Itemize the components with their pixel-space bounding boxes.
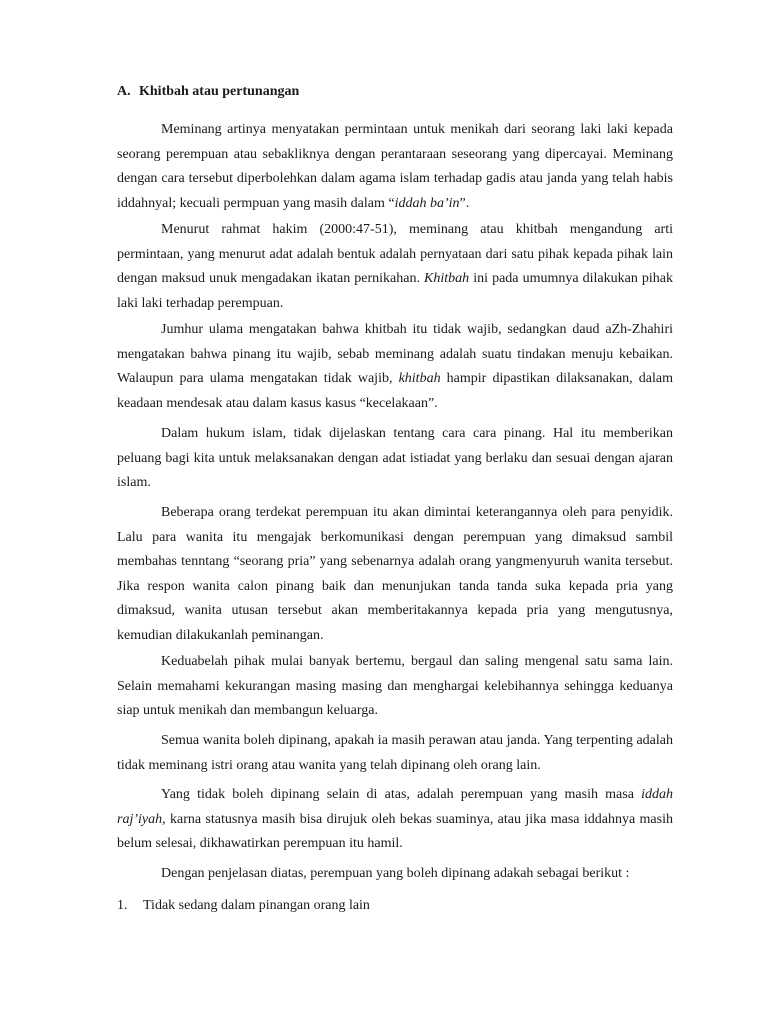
paragraph-7 — [117, 729, 673, 778]
heading-title: Khitbah atau pertunangan — [139, 84, 300, 99]
paragraph-text: ini pada umumnya dilakukan pihak laki laki terhadap perempuan. — [117, 271, 674, 311]
list-item — [117, 898, 370, 914]
paragraph-italic-term: iddah raj’iyah, — [117, 787, 673, 827]
paragraph-text: hampir dipastikan dilaksanakan, dalam keadaan mendesak atau dalam kasus kasus “kecelakaan”. — [117, 371, 673, 411]
paragraph-text: Meminang artinya menyatakan permintaan untuk menikah dari seorang laki laki kepada seorang perempuan atau sebakliknya dengan perantaraan seseorang yang dipercayai. Meminang dengan cara tersebut diperbolehkan dalam agama islam terhadap gadis atau janda yang telah habis iddahnyal; kecuali permpuan yang masih dalam “ — [117, 122, 673, 211]
paragraph-text: Yang tidak boleh dipinang selain di atas, adalah perempuan yang masih masa — [161, 787, 642, 802]
list-text: Tidak sedang dalam pinangan orang lain — [143, 898, 370, 913]
heading-number: A. — [117, 84, 131, 99]
paragraph-5 — [117, 501, 673, 648]
paragraph-text: Beberapa orang terdekat perempuan itu akan dimintai keterangannya oleh para penyidik. Lalu para wanita itu mengajak berkomunikasi dengan perempuan yang dimaksud sambil membahas tenntang “seorang pria” yang sebenarnya adalah orang yangmenyuruh wanita tersebut. Jika respon wanita calon pinang baik dan menunjukan tanda tanda suka kepada pria yang dimaksud, wanita utusan tersebut akan memberitakannya kepada pria yang mengutusnya, kemudian dilakukanlah peminangan. — [117, 505, 673, 643]
paragraph-text: Jumhur ulama mengatakan bahwa khitbah itu tidak wajib, sedangkan daud aZh-Zhahiri mengatakan bahwa pinang itu wajib, sebab meminang adalah suatu tindakan menuju kebaikan. Walaupun para ulama mengatakan tidak wajib, — [117, 322, 673, 386]
paragraph-italic-term: Khitbah — [424, 271, 470, 286]
paragraph-text: Dalam hukum islam, tidak dijelaskan tentang cara cara pinang. Hal itu memberikan peluang bagi kita untuk melaksanakan dengan adat istiadat yang berlaku dan sesuai dengan ajaran islam. — [117, 426, 673, 490]
paragraph-italic-term: iddah ba’in — [394, 195, 460, 211]
paragraph-italic-term: khitbah — [398, 371, 441, 386]
paragraph-text: Keduabelah pihak mulai banyak bertemu, bergaul dan saling mengenal satu sama lain. Selain memahami kekurangan masing masing dan menghargai kelebihannya sehingga keduanya siap untuk menikah dan membangun keluarga. — [117, 654, 673, 718]
paragraph-8 — [117, 783, 673, 857]
section-heading — [117, 84, 299, 100]
paragraph-text: karna statusnya masih bisa dirujuk oleh bekas suaminya, atau jika masa iddahnya masih belum selesai, dikhawatirkan perempuan itu hamil. — [117, 811, 673, 851]
paragraph-text: Semua wanita boleh dipinang, apakah ia masih perawan atau janda. Yang terpenting adalah tidak meminang istri orang atau wanita yang telah dipinang oleh orang lain. — [117, 733, 673, 773]
paragraph-text: Dengan penjelasan diatas, perempuan yang boleh dipinang adakah sebagai berikut : — [161, 866, 630, 881]
paragraph-4 — [117, 422, 673, 496]
paragraph-9 — [117, 862, 673, 887]
paragraph-3 — [117, 318, 673, 416]
paragraph-6 — [117, 650, 673, 724]
paragraph-text: Menurut rahmat hakim (2000:47-51), meminang atau khitbah mengandung arti permintaan, yang menurut adat adalah bentuk adalah pernyataan dari satu pihak kepada pihak lain dengan maksud unuk mengadakan ikatan pernikahan. — [117, 222, 673, 286]
paragraph-2 — [117, 218, 673, 316]
list-number: 1. — [117, 898, 128, 913]
paragraph-1 — [117, 118, 673, 216]
paragraph-text: ”. — [459, 195, 470, 211]
